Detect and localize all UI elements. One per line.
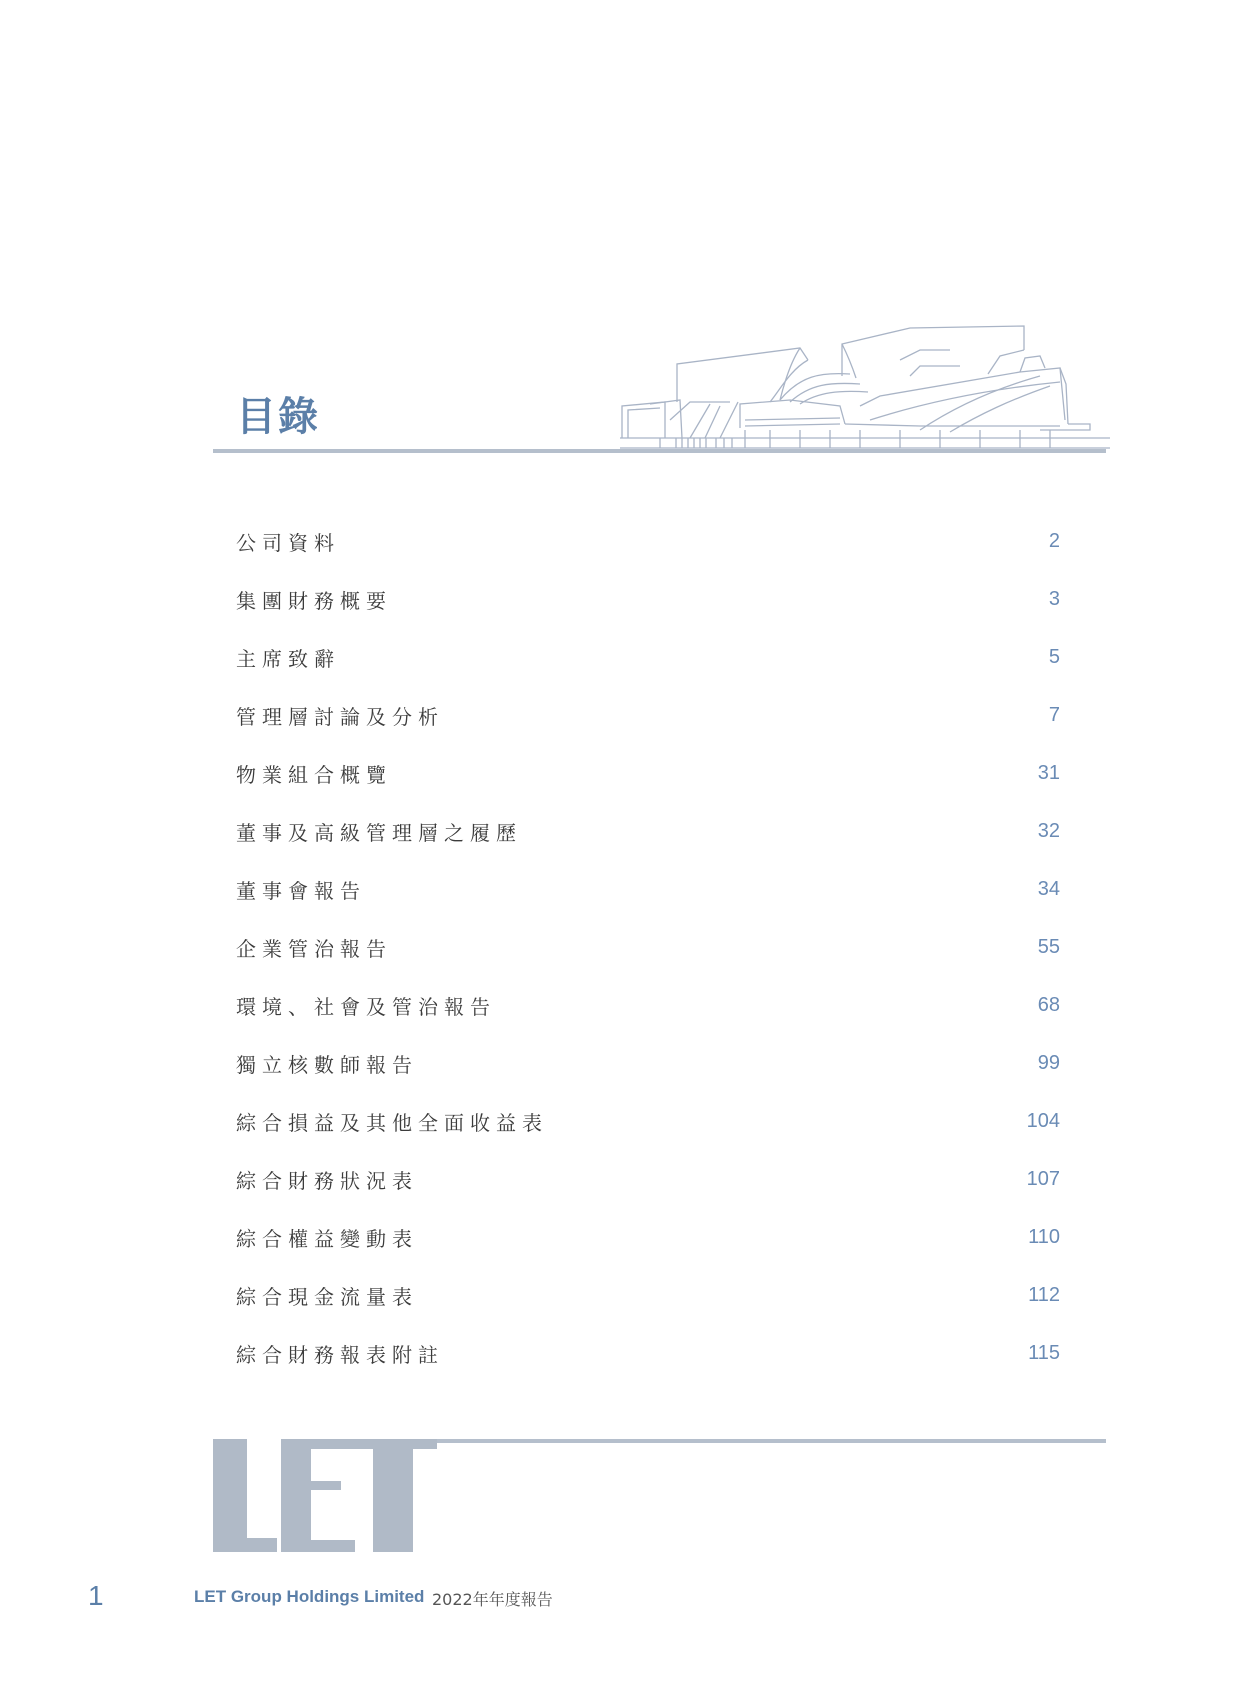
toc-item-label: 企業管治報告 (236, 936, 392, 961)
page-title: 目錄 (236, 394, 320, 440)
toc-item[interactable] (236, 512, 1060, 570)
toc-item-label: 集團財務概要 (236, 588, 392, 613)
toc-item-page: 68 (1037, 993, 1060, 1016)
toc-item[interactable] (236, 570, 1060, 628)
toc-item-label: 綜合財務報表附註 (236, 1342, 444, 1367)
toc-item-label: 環境、社會及管治報告 (236, 994, 496, 1019)
toc-item[interactable] (236, 1034, 1060, 1092)
toc-item-label: 董事會報告 (236, 878, 366, 903)
building-illustration (620, 320, 1110, 452)
toc-item-label: 綜合損益及其他全面收益表 (236, 1110, 548, 1135)
toc-item-page: 5 (1048, 645, 1060, 668)
bottom-divider (430, 1439, 1106, 1443)
let-logo (213, 1439, 437, 1552)
toc-item-page: 112 (1028, 1283, 1060, 1306)
footer-company-name: LET Group Holdings Limited (194, 1587, 425, 1606)
toc-item-label: 綜合權益變動表 (236, 1226, 418, 1251)
toc-item[interactable] (236, 1208, 1060, 1266)
toc-item-page: 3 (1048, 587, 1060, 610)
toc-item-page: 55 (1037, 935, 1060, 958)
title-divider (213, 449, 1106, 453)
toc-item-page: 34 (1037, 877, 1060, 900)
toc-item[interactable] (236, 976, 1060, 1034)
toc-item-page: 32 (1037, 819, 1060, 842)
toc-item-page: 2 (1048, 529, 1060, 552)
toc-item-page: 31 (1037, 761, 1060, 784)
toc-item[interactable] (236, 744, 1060, 802)
toc-item[interactable] (236, 686, 1060, 744)
footer-report-title: 2022年年度報告 (432, 1590, 553, 1609)
toc-item[interactable] (236, 802, 1060, 860)
toc-item-page: 99 (1037, 1051, 1060, 1074)
toc-item-page: 115 (1028, 1341, 1060, 1364)
toc-item-page: 110 (1028, 1225, 1060, 1248)
toc-item-label: 董事及高級管理層之履歷 (236, 820, 522, 845)
toc-item-page: 107 (1026, 1167, 1060, 1190)
toc-item-label: 綜合現金流量表 (236, 1284, 418, 1309)
toc-item-label: 主席致辭 (236, 646, 340, 671)
table-of-contents (236, 512, 1060, 1382)
toc-item-label: 綜合財務狀況表 (236, 1168, 418, 1193)
toc-item[interactable] (236, 1092, 1060, 1150)
toc-item-page: 7 (1048, 703, 1060, 726)
toc-item[interactable] (236, 1150, 1060, 1208)
toc-item[interactable] (236, 628, 1060, 686)
toc-item-label: 獨立核數師報告 (236, 1052, 418, 1077)
toc-item-label: 物業組合概覽 (236, 762, 392, 787)
toc-item[interactable] (236, 860, 1060, 918)
page-number: 1 (88, 1580, 104, 1611)
toc-item-page: 104 (1026, 1109, 1060, 1132)
toc-item-label: 公司資料 (236, 530, 340, 555)
toc-item[interactable] (236, 918, 1060, 976)
toc-item[interactable] (236, 1266, 1060, 1324)
toc-item-label: 管理層討論及分析 (236, 704, 444, 729)
toc-item[interactable] (236, 1324, 1060, 1382)
